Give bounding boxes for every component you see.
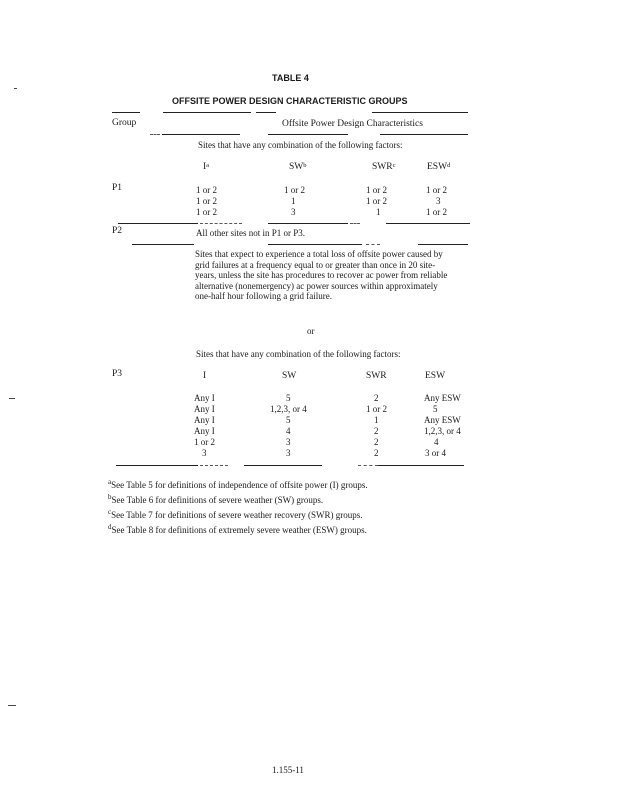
p1-cell-i: 1 or 2 xyxy=(196,185,217,195)
page-number: 1.155-11 xyxy=(272,765,304,775)
group-label-p1: P1 xyxy=(112,183,123,193)
header-top-rule xyxy=(163,112,251,113)
section-rule xyxy=(118,223,198,224)
table-bottom-rule xyxy=(200,465,228,466)
p3-cell-esw: 5 xyxy=(433,404,438,414)
p3-cell-sw: 4 xyxy=(286,426,291,436)
p3-cell-i: 1 or 2 xyxy=(194,437,215,447)
factor-header-sw: $SW^b$ xyxy=(289,162,307,172)
scan-mark xyxy=(8,705,16,706)
p3-cell-sw: 3 xyxy=(286,448,291,458)
p3-cell-i: 3 xyxy=(202,448,207,458)
p1-cell-swr: 1 or 2 xyxy=(366,185,387,195)
p3-cell-sw: 1,2,3, or 4 xyxy=(270,404,307,414)
column-header-characteristics: Offsite Power Design Characteristics xyxy=(282,119,423,129)
p1-cell-i: 1 or 2 xyxy=(196,207,217,217)
p1-intro-text: Sites that have any combination of the following factors: xyxy=(198,140,403,150)
section-rule xyxy=(386,223,470,224)
p3-cell-i: Any I xyxy=(194,393,215,403)
p3-cell-swr: 2 xyxy=(374,426,379,436)
footnote: $^c$See Table 7 for definitions of severe weather recovery (SWR) groups. xyxy=(108,508,363,520)
factor-header-esw: ESW$^d$ xyxy=(427,162,451,172)
p3-cell-swr: 1 xyxy=(374,415,379,425)
header-bottom-rule xyxy=(150,134,160,135)
p3-factor-esw: ESW xyxy=(425,371,446,381)
group-label-p2: P2 xyxy=(112,226,123,236)
table-bottom-rule xyxy=(358,465,378,466)
section-rule xyxy=(350,223,360,224)
p1-cell-esw: 1 or 2 xyxy=(426,207,447,217)
p1-cell-esw: 3 xyxy=(436,196,441,206)
column-header-group: Group xyxy=(112,118,137,128)
scan-mark xyxy=(14,88,17,89)
p3-cell-esw: Any ESW xyxy=(424,415,461,425)
p1-cell-sw: 3 xyxy=(291,207,296,217)
footnote: $^a$See Table 5 for definitions of independence of offsite power (I) groups. xyxy=(108,478,368,490)
header-bottom-rule xyxy=(162,134,240,135)
p3-factor-sw: SW xyxy=(282,371,297,381)
p3-cell-sw: 5 xyxy=(286,393,291,403)
footnote: $^d$See Table 8 for definitions of extremely severe weather (ESW) groups. xyxy=(108,523,367,535)
section-rule xyxy=(132,244,194,245)
p3-cell-swr: 2 xyxy=(374,448,379,458)
p3-factor-i: I xyxy=(203,371,207,381)
p1-cell-sw: 1 or 2 xyxy=(284,185,305,195)
section-rule xyxy=(268,223,348,224)
section-rule xyxy=(268,244,362,245)
table-bottom-rule xyxy=(116,465,198,466)
p3-cell-sw: 3 xyxy=(286,437,291,447)
p3-cell-esw: 1,2,3, or 4 xyxy=(424,426,461,436)
factor-header-swr: SWR$^c$ xyxy=(372,162,396,172)
header-top-rule xyxy=(372,112,468,113)
p1-cell-i: 1 or 2 xyxy=(196,196,217,206)
header-bottom-rule xyxy=(380,134,468,135)
p3-intro-text: Sites that have any combination of the following factors: xyxy=(196,349,401,359)
header-top-rule xyxy=(256,112,276,113)
factor-header-i: $I^a$ xyxy=(203,162,210,172)
p1-cell-swr: 1 or 2 xyxy=(366,196,387,206)
header-bottom-rule xyxy=(268,134,348,135)
table-label: TABLE 4 xyxy=(272,73,309,83)
scan-mark xyxy=(9,398,15,399)
p3-cell-swr: 2 xyxy=(374,437,379,447)
p3-cell-i: Any I xyxy=(194,415,215,425)
table-bottom-rule xyxy=(244,465,322,466)
p3-cell-swr: 2 xyxy=(374,393,379,403)
section-rule xyxy=(200,223,242,224)
footnote: $^b$See Table 6 for definitions of severe weather (SW) groups. xyxy=(108,493,324,505)
header-top-rule xyxy=(112,112,140,113)
p2-text: All other sites not in P1 or P3. xyxy=(196,228,306,238)
section-rule xyxy=(366,244,380,245)
p1-cell-swr: 1 xyxy=(376,207,381,217)
p1-cell-esw: 1 or 2 xyxy=(426,185,447,195)
or-text: or xyxy=(307,326,315,336)
table-title: OFFSITE POWER DESIGN CHARACTERISTIC GROUPS xyxy=(172,96,408,106)
p3-cell-esw: Any ESW xyxy=(424,393,461,403)
p3-cell-swr: 1 or 2 xyxy=(366,404,387,414)
p3-cell-esw: 4 xyxy=(434,437,439,447)
p3-cell-i: Any I xyxy=(194,426,215,436)
p3-factor-swr: SWR xyxy=(366,371,387,381)
p3-cell-esw: 3 or 4 xyxy=(425,448,446,458)
table-bottom-rule xyxy=(378,465,464,466)
group-label-p3: P3 xyxy=(112,369,123,379)
p1-cell-sw: 1 xyxy=(291,196,296,206)
p3-cell-sw: 5 xyxy=(286,415,291,425)
p3-paragraph: Sites that expect to experience a total loss of offsite power caused by grid failures at a frequency equal to or greater than once in 20 site-years, unless the site has procedures to recover ac power from reliable alternative (nonemergency) ac power sources within approximately one-half hour following a grid failure. xyxy=(195,249,448,302)
section-rule xyxy=(418,244,468,245)
p3-cell-i: Any I xyxy=(194,404,215,414)
